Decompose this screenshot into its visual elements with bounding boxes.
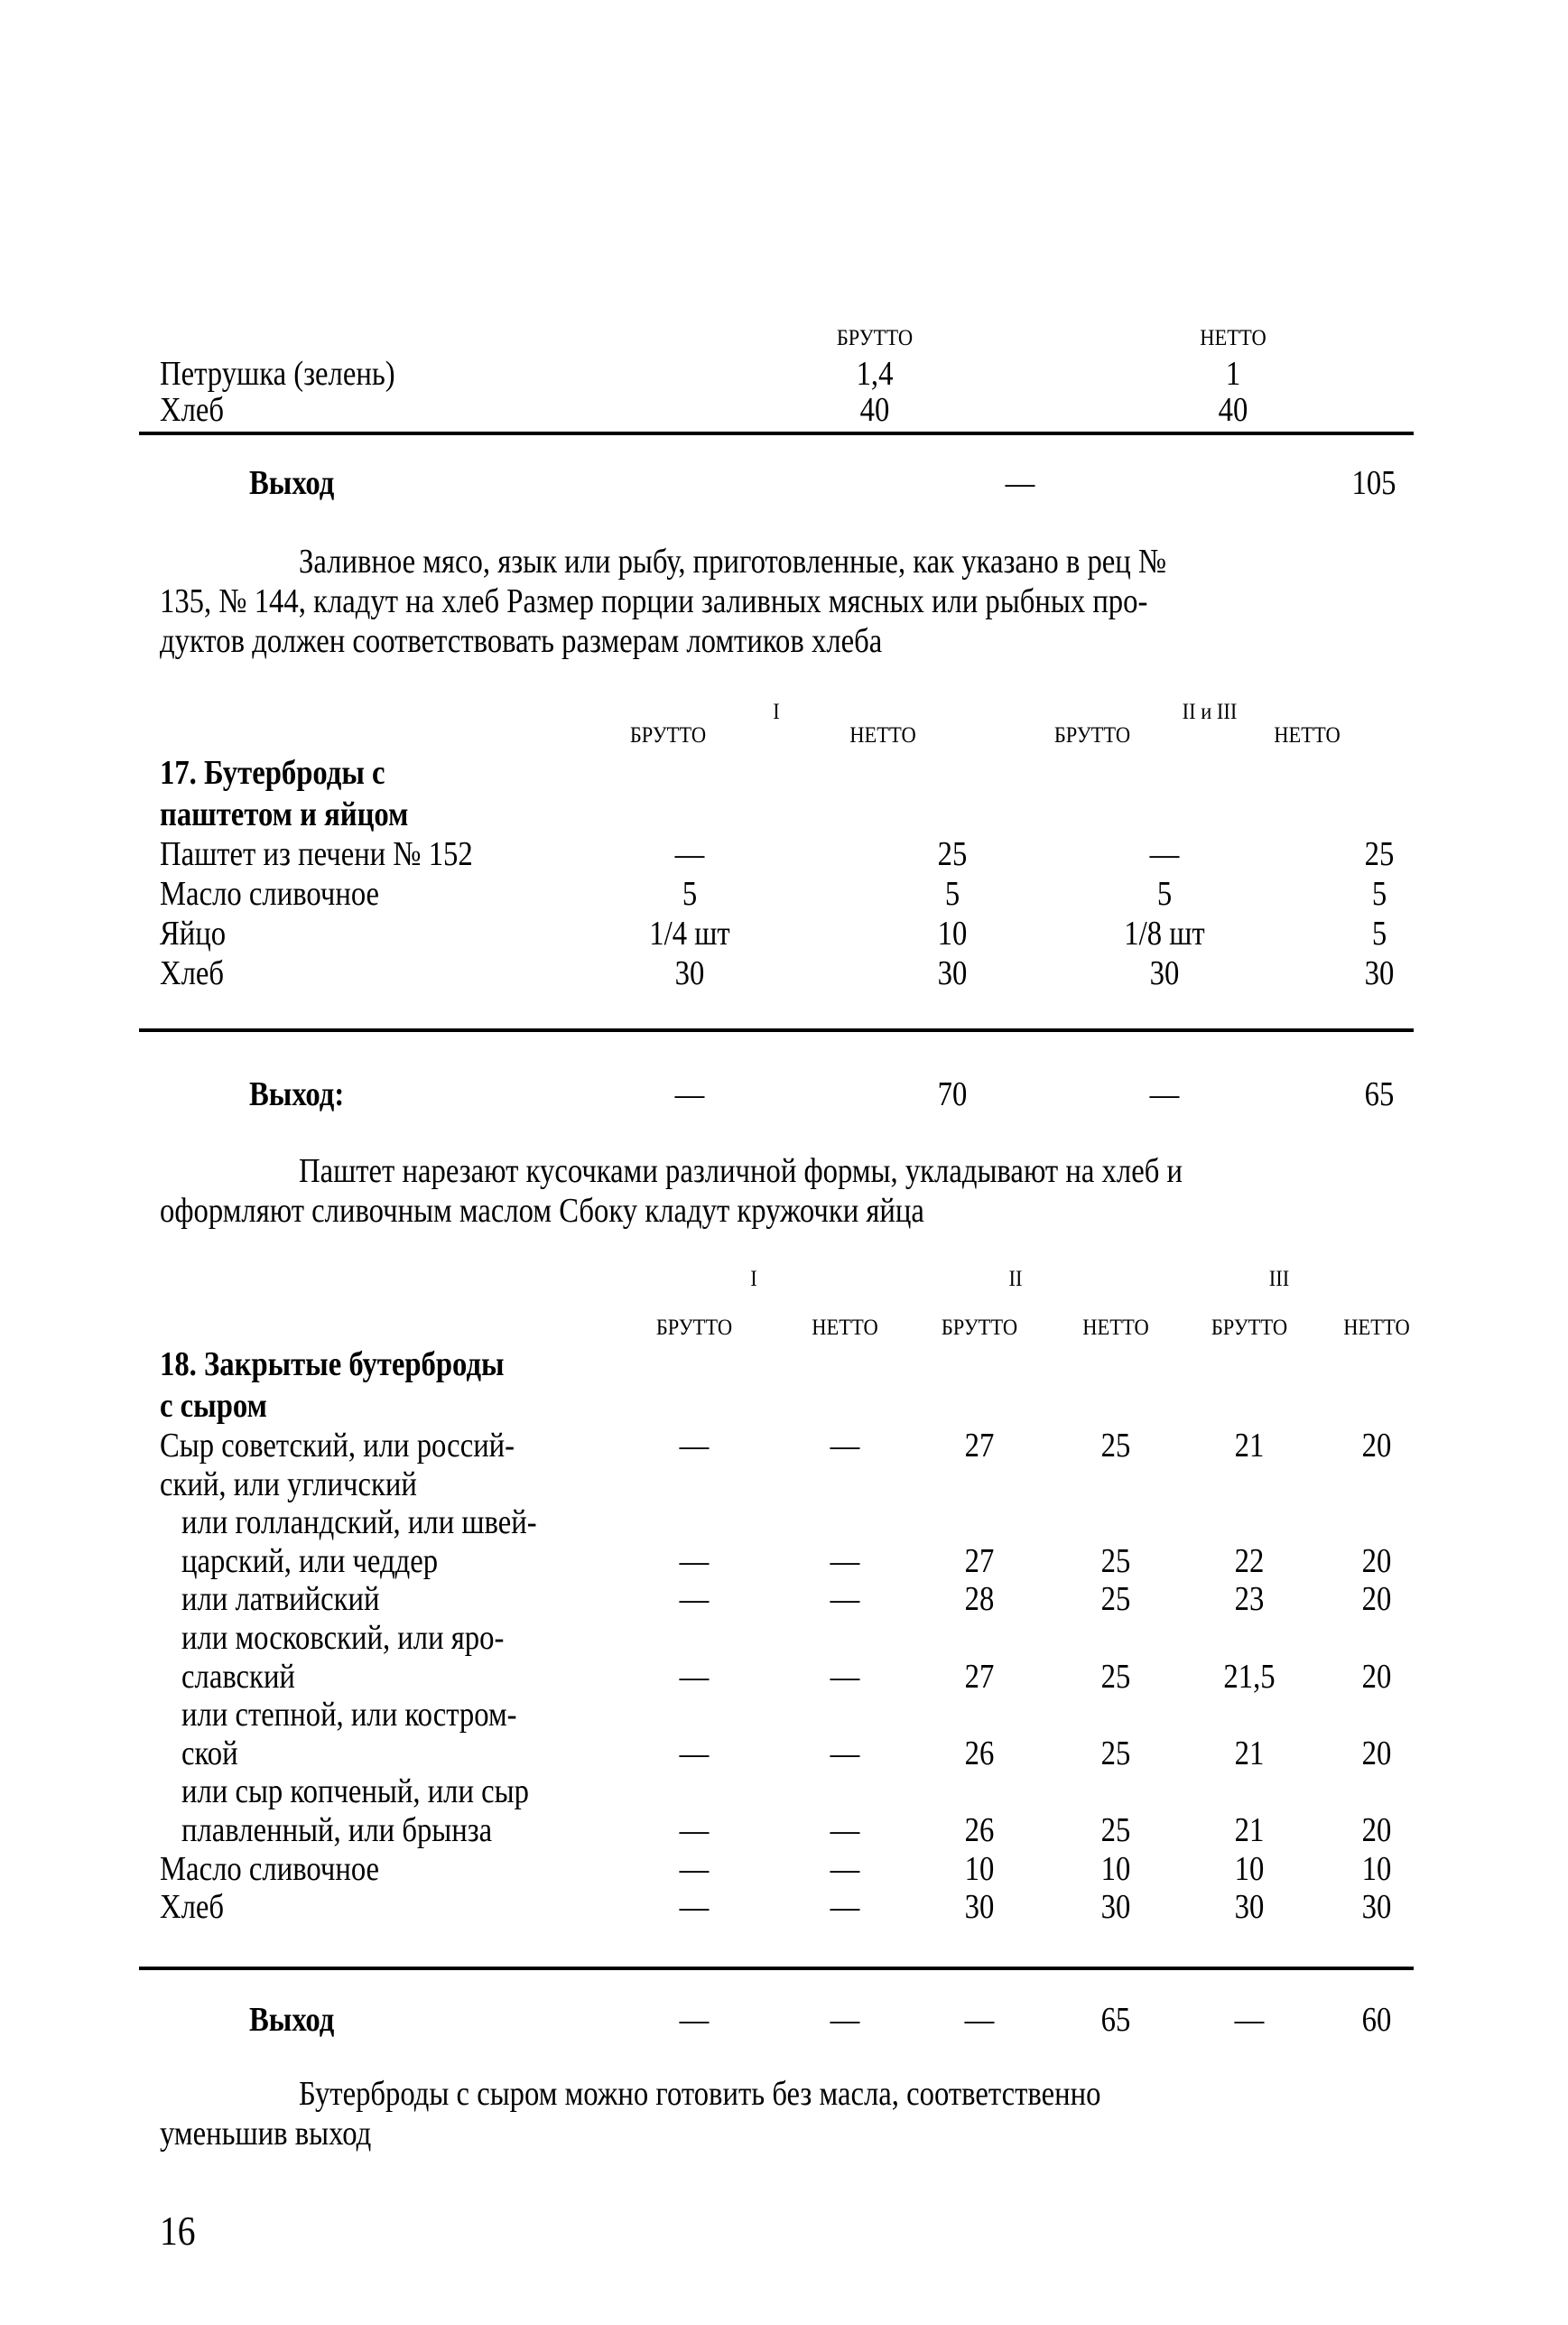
paragraph-line: дуктов должен соответствовать размерам ломтиков хлеба <box>160 622 883 660</box>
ingredient-label: славский <box>181 1657 295 1696</box>
ingredient-label: плавленный, или брынза <box>181 1811 493 1849</box>
column-header: НЕТТО <box>849 723 916 748</box>
table-cell: — <box>679 1657 710 1696</box>
ingredient-label: Масло сливочное <box>160 875 380 913</box>
ingredient-label: ский, или угличский <box>160 1465 417 1503</box>
yield-value: 70 <box>937 1075 968 1113</box>
column-group-header: I <box>773 700 780 724</box>
table-cell: 20 <box>1361 1580 1392 1619</box>
table-cell: 20 <box>1361 1427 1392 1465</box>
table-cell: 28 <box>964 1580 995 1619</box>
column-header: НЕТТО <box>812 1316 878 1340</box>
table-cell: — <box>830 1541 860 1580</box>
yield-value: — <box>1149 1075 1180 1113</box>
table-cell: — <box>830 1811 860 1849</box>
paragraph-line: уменьшив выход <box>160 2115 372 2153</box>
table-cell: 5 <box>682 875 698 913</box>
table-cell: — <box>830 1580 860 1619</box>
column-header: БРУТТО <box>836 326 914 350</box>
column-group-header: I <box>750 1267 757 1291</box>
table-cell: 30 <box>1234 1888 1265 1927</box>
table-cell: 21 <box>1234 1734 1265 1772</box>
yield-label: Выход <box>249 464 335 502</box>
table-divider <box>139 1028 1414 1032</box>
column-header: НЕТТО <box>1343 1316 1410 1340</box>
column-header: НЕТТО <box>1082 1316 1149 1340</box>
table-cell: 10 <box>937 915 968 953</box>
table-cell: — <box>679 1427 710 1465</box>
table-cell: — <box>679 1580 710 1619</box>
column-group-header: II и III <box>1182 700 1238 724</box>
column-group-header: II <box>1008 1267 1023 1291</box>
yield-value: — <box>679 2001 710 2039</box>
table-cell: — <box>679 1541 710 1580</box>
column-header: БРУТТО <box>655 1316 733 1340</box>
table-cell: 20 <box>1361 1734 1392 1772</box>
table-cell: 21 <box>1234 1811 1265 1849</box>
paragraph-line: Бутерброды с сыром можно готовить без масла, соответственно <box>299 2075 1101 2113</box>
table-cell: 22 <box>1234 1541 1265 1580</box>
yield-label: Выход: <box>249 1075 345 1113</box>
yield-value: — <box>1234 2001 1265 2039</box>
ingredient-label: Масло сливочное <box>160 1849 380 1888</box>
table-cell: 1/8 шт <box>1124 915 1205 953</box>
ingredient-label: Хлеб <box>160 1888 225 1927</box>
table-cell: — <box>830 1734 860 1772</box>
table-cell: 30 <box>674 954 705 992</box>
table-cell: — <box>679 1811 710 1849</box>
column-header: НЕТТО <box>1274 723 1341 748</box>
table-cell: 10 <box>1361 1849 1392 1888</box>
ingredient-label: Петрушка (зелень) <box>160 355 395 393</box>
table-cell: — <box>830 1427 860 1465</box>
ingredient-label: Яйцо <box>160 915 227 953</box>
table-cell: 30 <box>1100 1888 1131 1927</box>
table-cell: — <box>679 1888 710 1927</box>
ingredient-label: царский, или чеддер <box>181 1541 439 1580</box>
yield-value: 65 <box>1100 2001 1131 2039</box>
table-cell: 30 <box>1364 954 1395 992</box>
paragraph-line: 135, № 144, кладут на хлеб Размер порции заливных мясных или рыбных про- <box>160 582 1148 620</box>
ingredient-label: или сыр копченый, или сыр <box>181 1772 529 1811</box>
table-cell: 10 <box>1100 1849 1131 1888</box>
table-cell: 5 <box>1371 915 1387 953</box>
table-cell: 25 <box>1100 1734 1131 1772</box>
table-divider <box>139 1967 1414 1970</box>
table-cell: 23 <box>1234 1580 1265 1619</box>
paragraph-line: Паштет нарезают кусочками различной формы, укладывают на хлеб и <box>299 1152 1183 1190</box>
ingredient-label: или голландский, или швей- <box>181 1503 537 1542</box>
ingredient-label: или степной, или костром- <box>181 1696 517 1734</box>
table-cell: 1,4 <box>856 355 894 393</box>
recipe-title: 18. Закрытые бутерброды <box>160 1345 505 1383</box>
table-cell: 21 <box>1234 1427 1265 1465</box>
paragraph-line: Заливное мясо, язык или рыбу, приготовленные, как указано в рец № <box>299 543 1167 581</box>
table-cell: — <box>1149 835 1180 873</box>
table-cell: 30 <box>1361 1888 1392 1927</box>
table-cell: 40 <box>859 391 890 429</box>
table-cell: 5 <box>1371 875 1387 913</box>
table-cell: 25 <box>937 835 968 873</box>
ingredient-label: ской <box>181 1734 238 1772</box>
table-cell: 20 <box>1361 1811 1392 1849</box>
table-cell: — <box>830 1849 860 1888</box>
table-cell: — <box>679 1849 710 1888</box>
page-number: 16 <box>160 2208 196 2254</box>
column-group-header: III <box>1268 1267 1290 1291</box>
table-cell: — <box>830 1888 860 1927</box>
yield-value: 65 <box>1364 1075 1395 1113</box>
yield-value: — <box>964 2001 995 2039</box>
ingredient-label: Паштет из печени № 152 <box>160 835 473 873</box>
table-cell: 25 <box>1100 1657 1131 1696</box>
table-cell: 27 <box>964 1541 995 1580</box>
recipe-title: паштетом и яйцом <box>160 795 409 833</box>
table-cell: 1 <box>1225 355 1241 393</box>
column-header: НЕТТО <box>1200 326 1266 350</box>
table-cell: 10 <box>964 1849 995 1888</box>
table-cell: — <box>679 1734 710 1772</box>
recipe-title: с сыром <box>160 1387 267 1425</box>
table-cell: 1/4 шт <box>649 915 730 953</box>
table-cell: 27 <box>964 1657 995 1696</box>
table-divider <box>139 432 1414 435</box>
table-cell: 25 <box>1100 1427 1131 1465</box>
table-cell: 30 <box>964 1888 995 1927</box>
table-cell: 20 <box>1361 1657 1392 1696</box>
yield-value: — <box>830 2001 860 2039</box>
table-cell: — <box>830 1657 860 1696</box>
yield-value: 60 <box>1361 2001 1392 2039</box>
table-cell: 20 <box>1361 1541 1392 1580</box>
yield-value: 105 <box>1351 464 1396 502</box>
recipe-title: 17. Бутерброды с <box>160 754 385 792</box>
table-cell: 5 <box>1156 875 1173 913</box>
table-cell: 5 <box>944 875 960 913</box>
table-cell: 10 <box>1234 1849 1265 1888</box>
yield-value: — <box>1005 464 1035 502</box>
table-cell: — <box>674 835 705 873</box>
ingredient-label: Хлеб <box>160 954 225 992</box>
column-header: БРУТТО <box>629 723 707 748</box>
table-cell: 26 <box>964 1734 995 1772</box>
ingredient-label: Сыр советский, или россий- <box>160 1427 515 1465</box>
ingredient-label: Хлеб <box>160 391 225 429</box>
table-cell: 26 <box>964 1811 995 1849</box>
yield-value: — <box>674 1075 705 1113</box>
table-cell: 25 <box>1100 1541 1131 1580</box>
table-cell: 40 <box>1218 391 1248 429</box>
table-cell: 25 <box>1100 1811 1131 1849</box>
table-cell: 21,5 <box>1223 1657 1276 1696</box>
column-header: БРУТТО <box>941 1316 1018 1340</box>
table-cell: 30 <box>1149 954 1180 992</box>
ingredient-label: или латвийский <box>181 1580 380 1619</box>
column-header: БРУТТО <box>1053 723 1131 748</box>
table-cell: 25 <box>1100 1580 1131 1619</box>
column-header: БРУТТО <box>1211 1316 1288 1340</box>
table-cell: 30 <box>937 954 968 992</box>
table-cell: 27 <box>964 1427 995 1465</box>
table-cell: 25 <box>1364 835 1395 873</box>
paragraph-line: оформляют сливочным маслом Сбоку кладут кружочки яйца <box>160 1192 924 1230</box>
yield-label: Выход <box>249 2001 335 2039</box>
ingredient-label: или московский, или яро- <box>181 1619 505 1657</box>
